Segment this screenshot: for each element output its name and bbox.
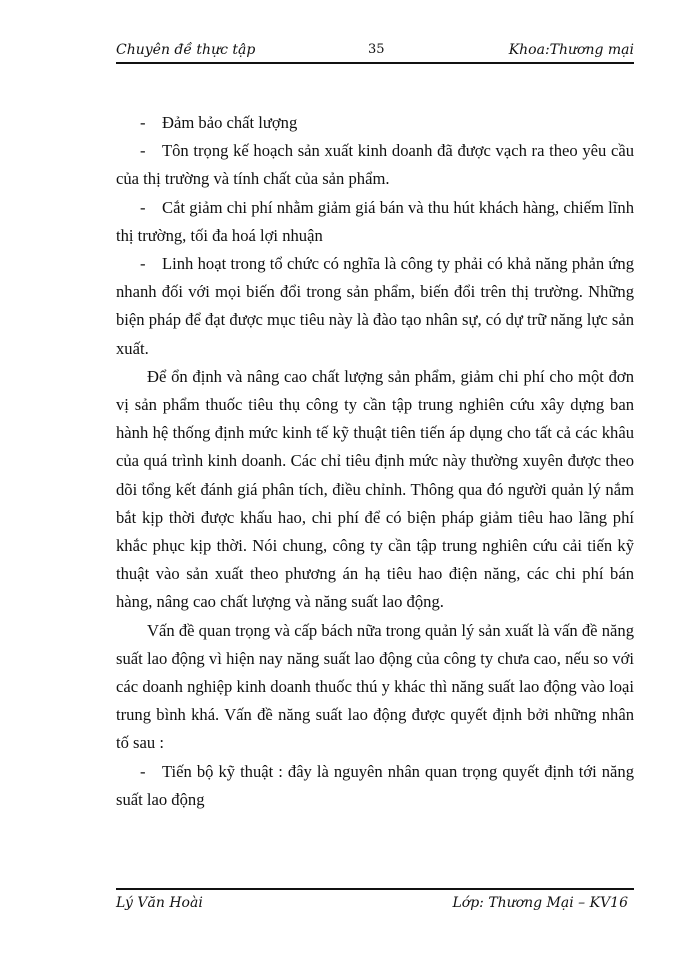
bullet-item [116, 137, 634, 193]
paragraph: Vấn đề quan trọng và cấp bách nữa trong quản lý sản xuất là vấn đề năng suất lao động vì hiện nay năng suất lao động của công ty chưa cao, nếu so với các doanh nghiệp kinh doanh thuốc thú y khác thì năng suất lao động vào loại trung bình khá. Vấn đề năng suất lao động được quyết định bởi những nhân tố sau : [116, 620, 634, 753]
bullet-marker: - [140, 254, 146, 274]
bullet-item [116, 758, 634, 814]
footer-class: Lớp: Thương Mại – KV16 [452, 895, 628, 911]
header-title: Chuyên đề thực tập [116, 42, 256, 58]
page-number: 35 [368, 42, 385, 57]
bullet-item [116, 250, 634, 363]
page-header [116, 40, 634, 64]
bullet-text: Tiến bộ kỹ thuật : đây là nguyên nhân quan trọng quyết định tới năng suất lao động [116, 761, 634, 809]
bullet-marker: - [140, 113, 146, 132]
bullet-text: Linh hoạt trong tổ chức có nghĩa là công ty phải có khả năng phản ứng nhanh đối với mọi biến đổi trong sản phẩm, biến đổi trên thị trường. Những biện pháp để đạt được mục tiêu này là đào tạo nhân sự, có dự trữ năng lực sản xuất. [116, 254, 634, 358]
footer-author: Lý Văn Hoài [116, 895, 203, 911]
bullet-marker: - [140, 141, 146, 161]
bullet-item [116, 109, 634, 137]
page-body [116, 109, 634, 814]
paragraph: Để ổn định và nâng cao chất lượng sản phẩm, giảm chi phí cho một đơn vị sản phẩm thuốc tiêu thụ công ty cần tập trung nghiên cứu xây dựng ban hành hệ thống định mức kinh tế kỹ thuật tiên tiến áp dụng cho tất cả các khâu của quá trình kinh doanh. Các chỉ tiêu định mức này thường xuyên được theo dõi tổng kết đánh giá phân tích, điều chỉnh. Thông qua đó người quản lý nắm bắt kịp thời được khấu hao, chi phí để có biện pháp giảm tiêu hao lãng phí khắc phục kịp thời. Nói chung, công ty cần tập trung nghiên cứu cải tiến kỹ thuật vào sản xuất theo phương án hạ tiêu hao điện năng, các chi phí bán hàng, nâng cao chất lượng và năng suất lao động. [116, 366, 634, 612]
page-footer [116, 888, 634, 914]
bullet-item [116, 194, 634, 250]
bullet-text: Đảm bảo chất lượng [162, 113, 298, 132]
bullet-text: Tôn trọng kế hoạch sản xuất kinh doanh đã được vạch ra theo yêu cầu của thị trường và tính chất của sản phẩm. [116, 141, 634, 189]
bullet-marker: - [140, 761, 146, 781]
bullet-text: Cắt giảm chi phí nhằm giảm giá bán và thu hút khách hàng, chiếm lĩnh thị trường, tối đa hoá lợi nhuận [116, 197, 634, 245]
header-department: Khoa:Thương mại [508, 42, 634, 58]
bullet-marker: - [140, 197, 146, 217]
